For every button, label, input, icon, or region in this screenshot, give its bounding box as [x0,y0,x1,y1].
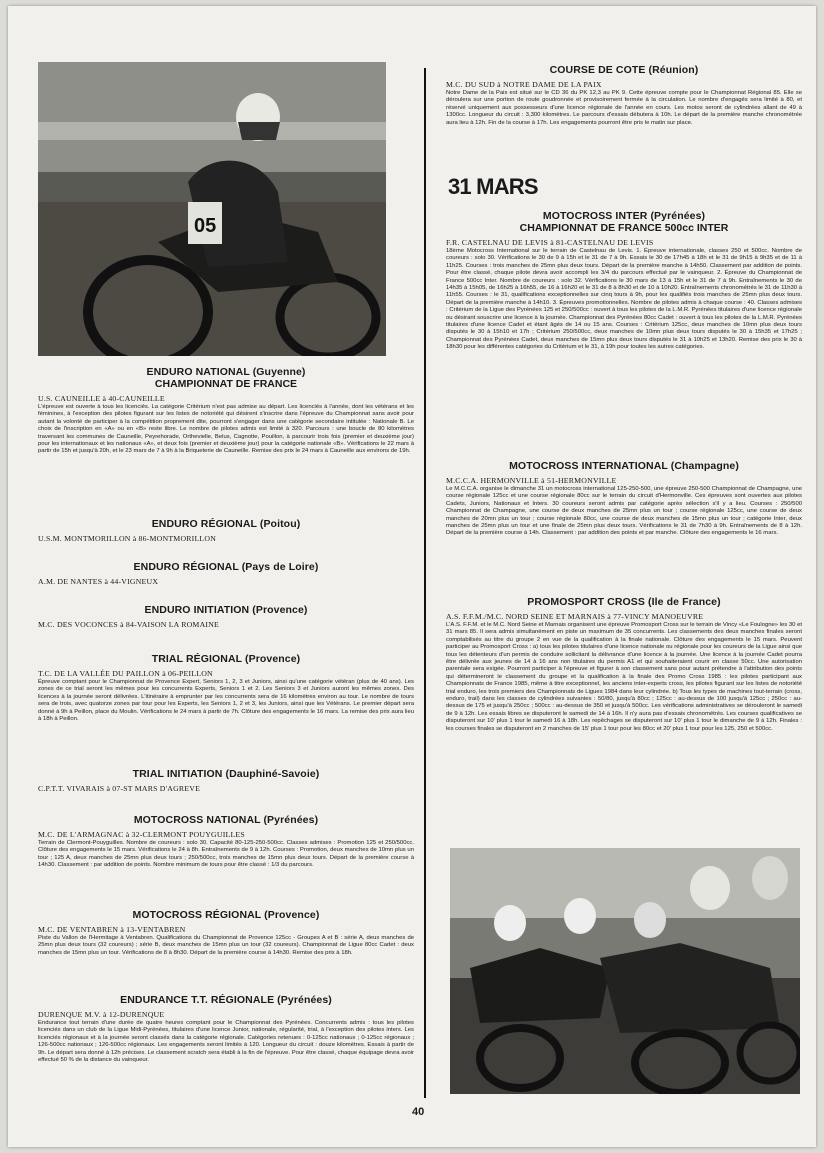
event-description: Notre Dame de la Paix est situé sur le CD 36 du PK 12,3 au PK 9. Cette épreuve compte pour le Championnat Régional 85. Elle se déroulera sur une portion de route goudronnée et provisoirement fermée à la circulation. Le nombre d'engagés sera limité à 80, et réservé uniquement aux possesseurs d'une licence régionale de l'année en cours. Les motos seront de cylindrées allant de 49 à 1300cc. Longueur du circuit : 3,300 kilomètres. Le parcours d'essais débutera à 10h. Le départ de la première manche chronométrée aura lieu à 12h. Fin de la course à 17h. Les engagements pourront être pris le matin sur place. [446,90,802,126]
event-organizer: M.C. DE L'ARMAGNAC à 32-CLERMONT POUYGUILLES [38,830,245,839]
event-title: PROMOSPORT CROSS (Ile de France) [527,596,721,608]
event-motocross-inter [446,210,802,352]
event-title: TRIAL INITIATION (Dauphiné-Savoie) [132,768,320,780]
event-title: ENDURO INITIATION (Provence) [144,604,308,616]
event-organizer: F.R. CASTELNAU DE LEVIS à 81-CASTELNAU DE LEVIS [446,238,654,247]
event-endurance-tt [38,994,414,1064]
motocross-start-photo [450,848,800,1094]
event-description: 18ème Motocross International sur le terrain de Castelnau de Levis. 1. Épreuve internationale, classes 250 et 500cc. Nombre de coureurs : solo 30. Vérifications le 30 de 9 à 15h et le 31 de 7 à 9h. Essais le 30 de 17h45 à 18h et le 31 de 9h15 à 9h35 et de 11 à 11h25. Courses : trois manches de 25mn plus deux tours. Départ de la première manche à 14h50. Classement par addition de points. Pour être classé, chaque pilote devra avoir accompli les 3/4 du parcours effectué par le vainqueur. 2. Épreuve du Championnat de France 500cc Inter. Nombre de coureurs : solo 32. Vérifications le 30 mars de 13 à 15h et le 31 de 7 à 9h. Entraînements le 30 de 14h35 à 15h05, de 16h25 à 16h55, de 16 à 16h20 et le 31 de 8 à 8h30 et de 10 à 10h20. Entraînements chronométrés le 31 de 11h30 à 11h55. Courses : le 31, qualifications exceptionnelles sur cinq tours à 9h, pour les qualifiés trois manches de 25mn plus deux tours. Départ de la première manche à 14h10. 3. Épreuves promotionnelles. Nombre de pilotes admis à chaque course : 40. Classes admises : Critérium de la Ligue des Pyrénées 125 et 250/500cc : ouvert à tous les pilotes de la L.M.R. Pyrénées titulaires d'une licence régionale ou désirant souscrire une licence à la journée. Championnat des Pyrénées 80cc Cadet : ouvert à tous les pilotes de la L.M.R. Pyrénées titulaires d'une licence Cadet et étant âgés de 14 ou 15 ans. Courses : Critérium 125cc, deux manches de 10mn plus deux tours disputés le 30 à 15h10 et 17h ; Critérium 250/500cc, deux manches de 10mn plus deux tours disputés le 30 à 15h35 et 17h25 ; Championnat des Pyrénées Cadet, deux manches de 15mn plus deux tours disputés le 31 à 10h25 et 13h20. Remise des prix le 30 à 18h30 pour les différentes catégories du Critérium et le 31, à 19h pour toutes les autres catégories. [446,248,802,351]
event-organizer: U.S.M. MONTMORILLON à 86-MONTMORILLON [38,534,217,543]
event-enduro-regional-loire [38,561,414,586]
event-organizer: C.P.T.T. VIVARAIS à 07-ST MARS D'AGREVE [38,784,201,793]
svg-text:05: 05 [194,215,217,237]
event-trial-initiation [38,768,414,793]
event-motocross-national [38,814,414,870]
event-organizer: M.C. DU SUD à NOTRE DAME DE LA PAIX [446,80,602,89]
event-subtitle: CHAMPIONNAT DE FRANCE [154,378,298,390]
event-title: ENDURO RÉGIONAL (Poitou) [151,518,301,530]
event-organizer: M.C. DES VOCONCES à 84-VAISON LA ROMAINE [38,620,219,629]
enduro-rider-photo [38,62,386,356]
event-subtitle: CHAMPIONNAT DE FRANCE 500cc INTER [519,222,729,234]
event-organizer: M.C.C.A. HERMONVILLE à 51-HERMONVILLE [446,476,617,485]
event-description: Épreuve comptant pour le Championnat de Provence Expert, Seniors 1, 2, 3 et Juniors, ainsi qu'une catégorie vétéran (plus de 40 ans). Les zones de ce trial seront les mêmes pour les concurrents Experts, Seniors 1 et 2. Les Seniors 3 et Juniors auront les mêmes zones. Des licences à la journée seront délivrées. L'itinéraire à emprunter par les concurrents sera de 16 kilomètres environ au tour. Le nombre de tours sera de trois, avec quatorze zones par tour pour les Experts, les Seniors 1, 2 et 3, les Juniors, ainsi que les Vétérans. Le premier départ sera donné à 9h à Peillon, place du Moulin. Vérifications le 24 mars à partir de 7h. Clôture des engagements le 16 mars. La remise des prix aura lieu à 18h à Peillon. [38,679,414,723]
event-description: Le M.C.C.A. organise le dimanche 31 un motocross international 125-250-500, une épreuve 250-500 Championnat de Champagne, une course régionale 125cc et une course régionale 80cc sur le terrain du circuit d'Hermonville. Ces épreuves sont ouvertes aux pilotes Cadets, Juniors, Nationaux et Inters. 30 coureurs seront admis par catégorie après sélection s'il y a lieu. Courses : 250/500 Championnat de Champagne, une course de deux manches de 25mn plus un tour ; course régionale 125cc, une course de deux manches de 20mn plus un tour ; course régionale 80cc, une course de deux manches de 15mn plus un tour ; catégorie Inter, deux manches de 25mn plus un tour et une finale de 25mn plus deux tours. Vérifications le 31 de 7h30 à 9h. Entraînements de 8 à 12h. Départ de la première course à 14h. Classement : par addition des points et par manche. Clôture des engagements le 16 mars. [446,486,802,537]
date-heading: 31 MARS [448,174,538,199]
event-description: Terrain de Clermont-Pouyguilles. Nombre de coureurs : solo 30. Capacité 80-125-250-500cc. Classes admises : Promotion 125 et 250/500cc. Clôture des engagements le 15 mars. Vérifications le 24 à 8h. Entraînements de 9 à 12h. Courses : Promotion, deux manches de 10mn plus un tour ; 125 A, deux manches de 25mn plus deux tours ; 250/500cc, trois manches de 15mn plus deux tours. Départ de la première course à 14h30. Classement : par addition de points. Nombre minimum de tours pour être classé : 1/3 du parcours. [38,840,414,869]
enduro-rider-illustration [38,62,386,356]
event-title: MOTOCROSS INTER (Pyrénées) [542,210,706,222]
event-enduro-regional-poitou [38,518,414,543]
event-title: ENDURO NATIONAL (Guyenne) [146,366,306,378]
event-description: Piste du Vallon de l'Hermitage à Ventabren. Qualifications du Championnat de Provence 125cc - Groupes A et B : série A, deux manches de 25mn plus deux tours (32 coureurs) ; série B, deux manches de 15mn plus un tour (32 coureurs). Championnat de Ligue 80cc Cadet : deux manches de 15mn plus un tour. Vérifications de 8 à 8h30. Départ de la première course à 14h30. Remise des prix à 18h. [38,935,414,956]
event-organizer: M.C. DE VENTABREN à 13-VENTABREN [38,925,186,934]
event-title: COURSE DE COTE (Réunion) [549,64,699,76]
event-title: ENDURANCE T.T. RÉGIONALE (Pyrénées) [120,994,332,1006]
event-description: L'A.S. F.F.M. et le M.C. Nord Seine et Marnais organisent une épreuve Promosport Cross sur le terrain de Vincy «Le Foulogne» les 30 et 31 mars 85. Il sera admis simultanément en piste un maximum de 35 concurrents. Les classements des deux manches finales seront comptabilisés au titre du groupe 2 en vue de la qualification à la finale nationale. Clôture des engagements le 15 mars. Peuvent participer au Promosport Cross : a) tous les pilotes titulaires d'une licence nationale ou régionale pour les coureurs de la Ligue ainsi que tous les détenteurs d'un permis de conduire sollicitant la délivrance d'une licence à la journée. Une licence à la journée Cadet pourra être délivrée aux jeunes de 14 à 16 ans non titulaires du permis A1 et qui souhaiteraient courir en classe 50cc. Une autorisation parentale sera exigée. Pourront participer à l'épreuve et figurer à son classement sans pour autant prétendre à l'attribution des points qui détermineront le classement du groupe et la qualification à la finale des Promo Cross 1985 : les pilotes participant aux Championnats de France 1985, même à titre exceptionnel, les anciens inter-experts cross, les pilotes figurant sur les listes de notoriété trial enduro, les trois premiers des Championnats de Ligues 1984 dans leur cylindrée. b) Tous les types de machines tout-terrain (cross, enduro, trail) dans les classes de cylindrées suivantes : 50/80, jusqu'à 80cc ; 125cc : au-dessus de 100 jusqu'à 125cc ; 250cc : au-dessus de 175 et jusqu'à 250cc ; 500cc : au-dessus de 350 et jusqu'à 500cc. Les vérifications administratives se dérouleront le samedi de 9 à 12h. Les essais libres se disputeront le samedi de 14 à 16h. Il n'y aura pas d'essais chronométrés. Les courses qualificatives se disputeront sur 10' plus 1 tour le samedi 16 à 18h. Les repêchages se disputeront sur 10' plus 1 tour le dimanche de 9 à 12h. Finales : les courses finales se disputeront en 2 manches de 15' plus 1 tour pour les 80cc et 20' plus 1 tour pour les 125, 250 et 500cc. [446,622,802,732]
event-description: Endurance tout terrain d'une durée de quatre heures comptant pour le Championnat des Pyrénées. Concurrents admis : tous les pilotes licenciés dans un club de la Ligue Midi-Pyrénées, titulaires d'une licence Junior, nationale, régularité, trial, à l'exception des pilotes inters. Les licenciés régionaux et à la journée seront classés dans la catégorie régionale. Catégories retenues : 0-125cc nationaux ; 0-125cc régionaux ; 126-500cc nationaux ; 126-500cc régionaux. Les engagements seront limités à 120. Longueur du circuit : douze kilomètres. Essais à partir de 9h. Le départ sera donné à 12h précises. Le classement scratch sera établi à la fin de l'épreuve. Pour être classé, chaque équipage devra avoir effectué 50 % de la distance du vainqueur. [38,1020,414,1064]
event-course-de-cote [446,64,802,127]
event-motocross-regional [38,909,414,957]
event-motocross-international [446,460,802,538]
event-title: ENDURO RÉGIONAL (Pays de Loire) [133,561,319,573]
page-number: 40 [412,1106,425,1118]
event-enduro-national [38,366,414,456]
event-enduro-initiation [38,604,414,629]
event-description: L'épreuve est ouverte à tous les licenciés. La catégorie Critérium n'est pas admise au départ. Les licenciés à l'année, dont les vétérans et les féminines, à l'exception des pilotes figurant sur les listes de notoriété qui désirent s'inscrire dans l'épreuve du Championnat sans avoir pour autant la volonté de participer à la compétition proprement dite, pourront s'engager dans une catégorie secondaire intitulée : Nationale B. Le choix de l'inscription en «A» ou en «B» reste libre. Le nombre de pilotes admis est limité à 320. Parcours : une boucle de 80 kilomètres traversant les communes de Cauneille, Peyrehorade, Orthevielle, Belus, Cagnotte, Pouillon, à parcourir trois fois (premier et deuxième jour) pour les internationaux et les nationaux «A», et deux fois (premier et deuxième jour) pour la catégorie nationale «B». Vérifications le 22 mars à partir de 15h et jusqu'à 20h, et le 23 mars de 7 à 9h à la Briqueterie de Cauneille. Remise des prix le 24 mars à Cauneille aux environs de 19h. [38,404,414,455]
event-trial-regional [38,653,414,723]
event-title: MOTOCROSS INTERNATIONAL (Champagne) [509,460,739,472]
event-title: MOTOCROSS RÉGIONAL (Provence) [132,909,320,921]
event-organizer: A.S. F.F.M./M.C. NORD SEINE ET MARNAIS à 77-VINCY MANOEUVRE [446,612,704,621]
event-organizer: T.C. DE LA VALLÉE DU PAILLON à 06-PEILLON [38,669,213,678]
magazine-page [8,6,816,1147]
motocross-riders-illustration [450,848,800,1094]
event-promosport-cross [446,596,802,733]
event-title: MOTOCROSS NATIONAL (Pyrénées) [133,814,319,826]
event-title: TRIAL RÉGIONAL (Provence) [151,653,301,665]
column-divider [424,68,426,1098]
event-organizer: U.S. CAUNEILLE à 40-CAUNEILLE [38,394,165,403]
event-organizer: A.M. DE NANTES à 44-VIGNEUX [38,577,159,586]
event-organizer: DURENQUE M.V. à 12-DURENQUE [38,1010,165,1019]
